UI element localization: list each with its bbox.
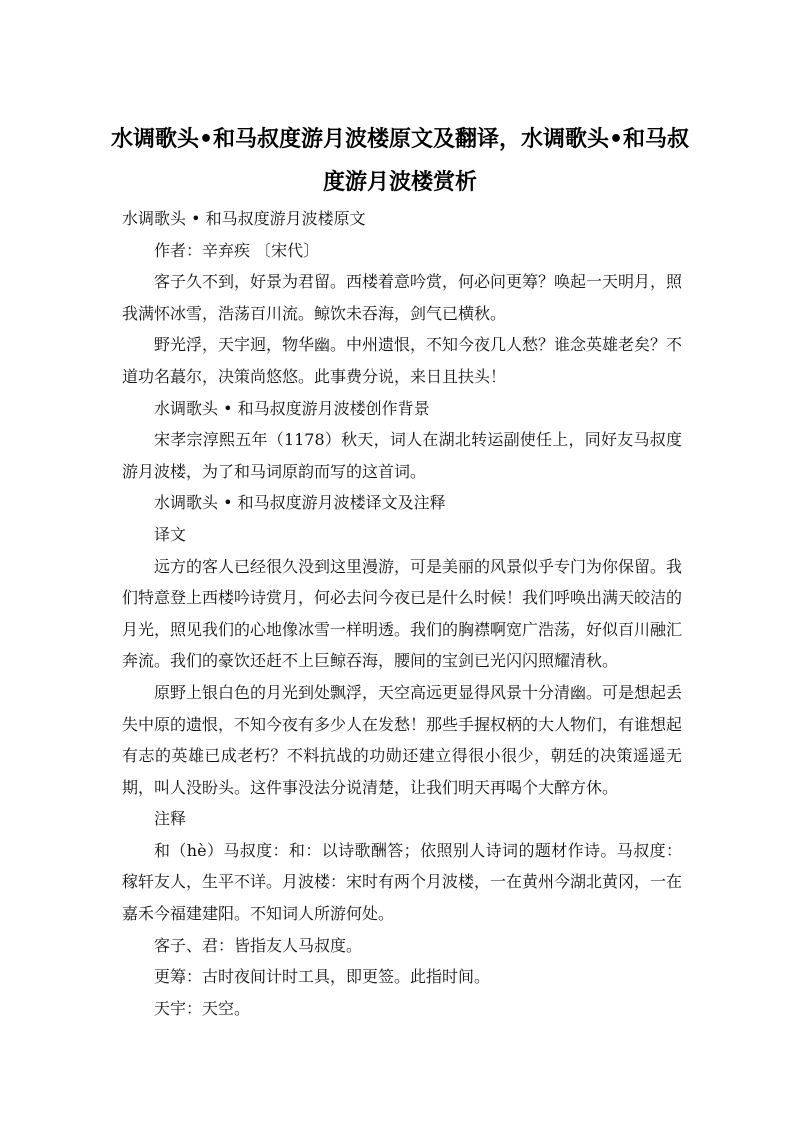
translation-paragraph-2: 原野上银白色的月光到处飘浮，天空高远更显得风景十分清幽。可是想起丢失中原的遗恨，不知今夜有多少人在发愁！那些手握权柄的大人物们，有谁想起有志的英雄已成老朽？不料抗战的功勋还建立得很小很少，朝廷的决策遥遥无期，叫人没盼头。这件事没法分说清楚，让我们明天再喝个大醉方休。 [122, 682, 683, 797]
poem-stanza-1: 客子久不到，好景为君留。西楼着意吟赏，何必问更筹？唤起一天明月，照我满怀冰雪，浩荡百川流。鲸饮未吞海，剑气已横秋。 [122, 272, 683, 323]
note-item: 和（hè）马叔度：和：以诗歌酬答；依照别人诗词的题材作诗。马叔度：稼轩友人，生平不详。月波楼：宋时有两个月波楼，一在黄州今湖北黄冈，一在嘉禾今福建建阳。不知词人所游何处。 [122, 840, 683, 924]
section-heading-background: 水调歌头 • 和马叔度游月波楼创作背景 [154, 398, 430, 418]
translation-label: 译文 [154, 524, 187, 544]
background-paragraph: 宋孝宗淳熙五年（1178）秋天，词人在湖北转运副使任上，同好友马叔度游月波楼，为了和马词原韵而写的这首词。 [122, 430, 682, 481]
note-item: 天宇：天空。 [154, 998, 251, 1018]
section-heading-translation: 水调歌头 • 和马叔度游月波楼译文及注释 [154, 493, 446, 513]
note-item: 客子、君：皆指友人马叔度。 [154, 935, 363, 955]
translation-paragraph-1: 远方的客人已经很久没到这里漫游，可是美丽的风景似乎专门为你保留。我们特意登上西楼吟诗赏月，何必去问今夜已是什么时候！我们呼唤出满天皎洁的月光，照见我们的心地像冰雪一样明透。我们的胸襟啊宽广浩荡，好似百川融汇奔流。我们的豪饮还赶不上巨鲸吞海，腰间的宝剑已光闪闪照耀清秋。 [122, 556, 683, 671]
author-line: 作者：辛弃疾 〔宋代〕 [154, 240, 320, 260]
poem-stanza-2: 野光浮，天宇迥，物华幽。中州遗恨，不知今夜几人愁？谁念英雄老矣？不道功名蕞尔，决策尚悠悠。此事费分说，来日且扶头！ [122, 335, 683, 386]
document-title: 水调歌头•和马叔度游月波楼原文及翻译，水调歌头•和马叔度游月波楼赏析 [110, 127, 690, 195]
section-heading-original: 水调歌头 • 和马叔度游月波楼原文 [122, 209, 366, 228]
note-item: 更筹：古时夜间计时工具，即更签。此指时间。 [154, 967, 491, 987]
document-body [122, 203, 682, 1024]
notes-label: 注释 [154, 809, 187, 829]
